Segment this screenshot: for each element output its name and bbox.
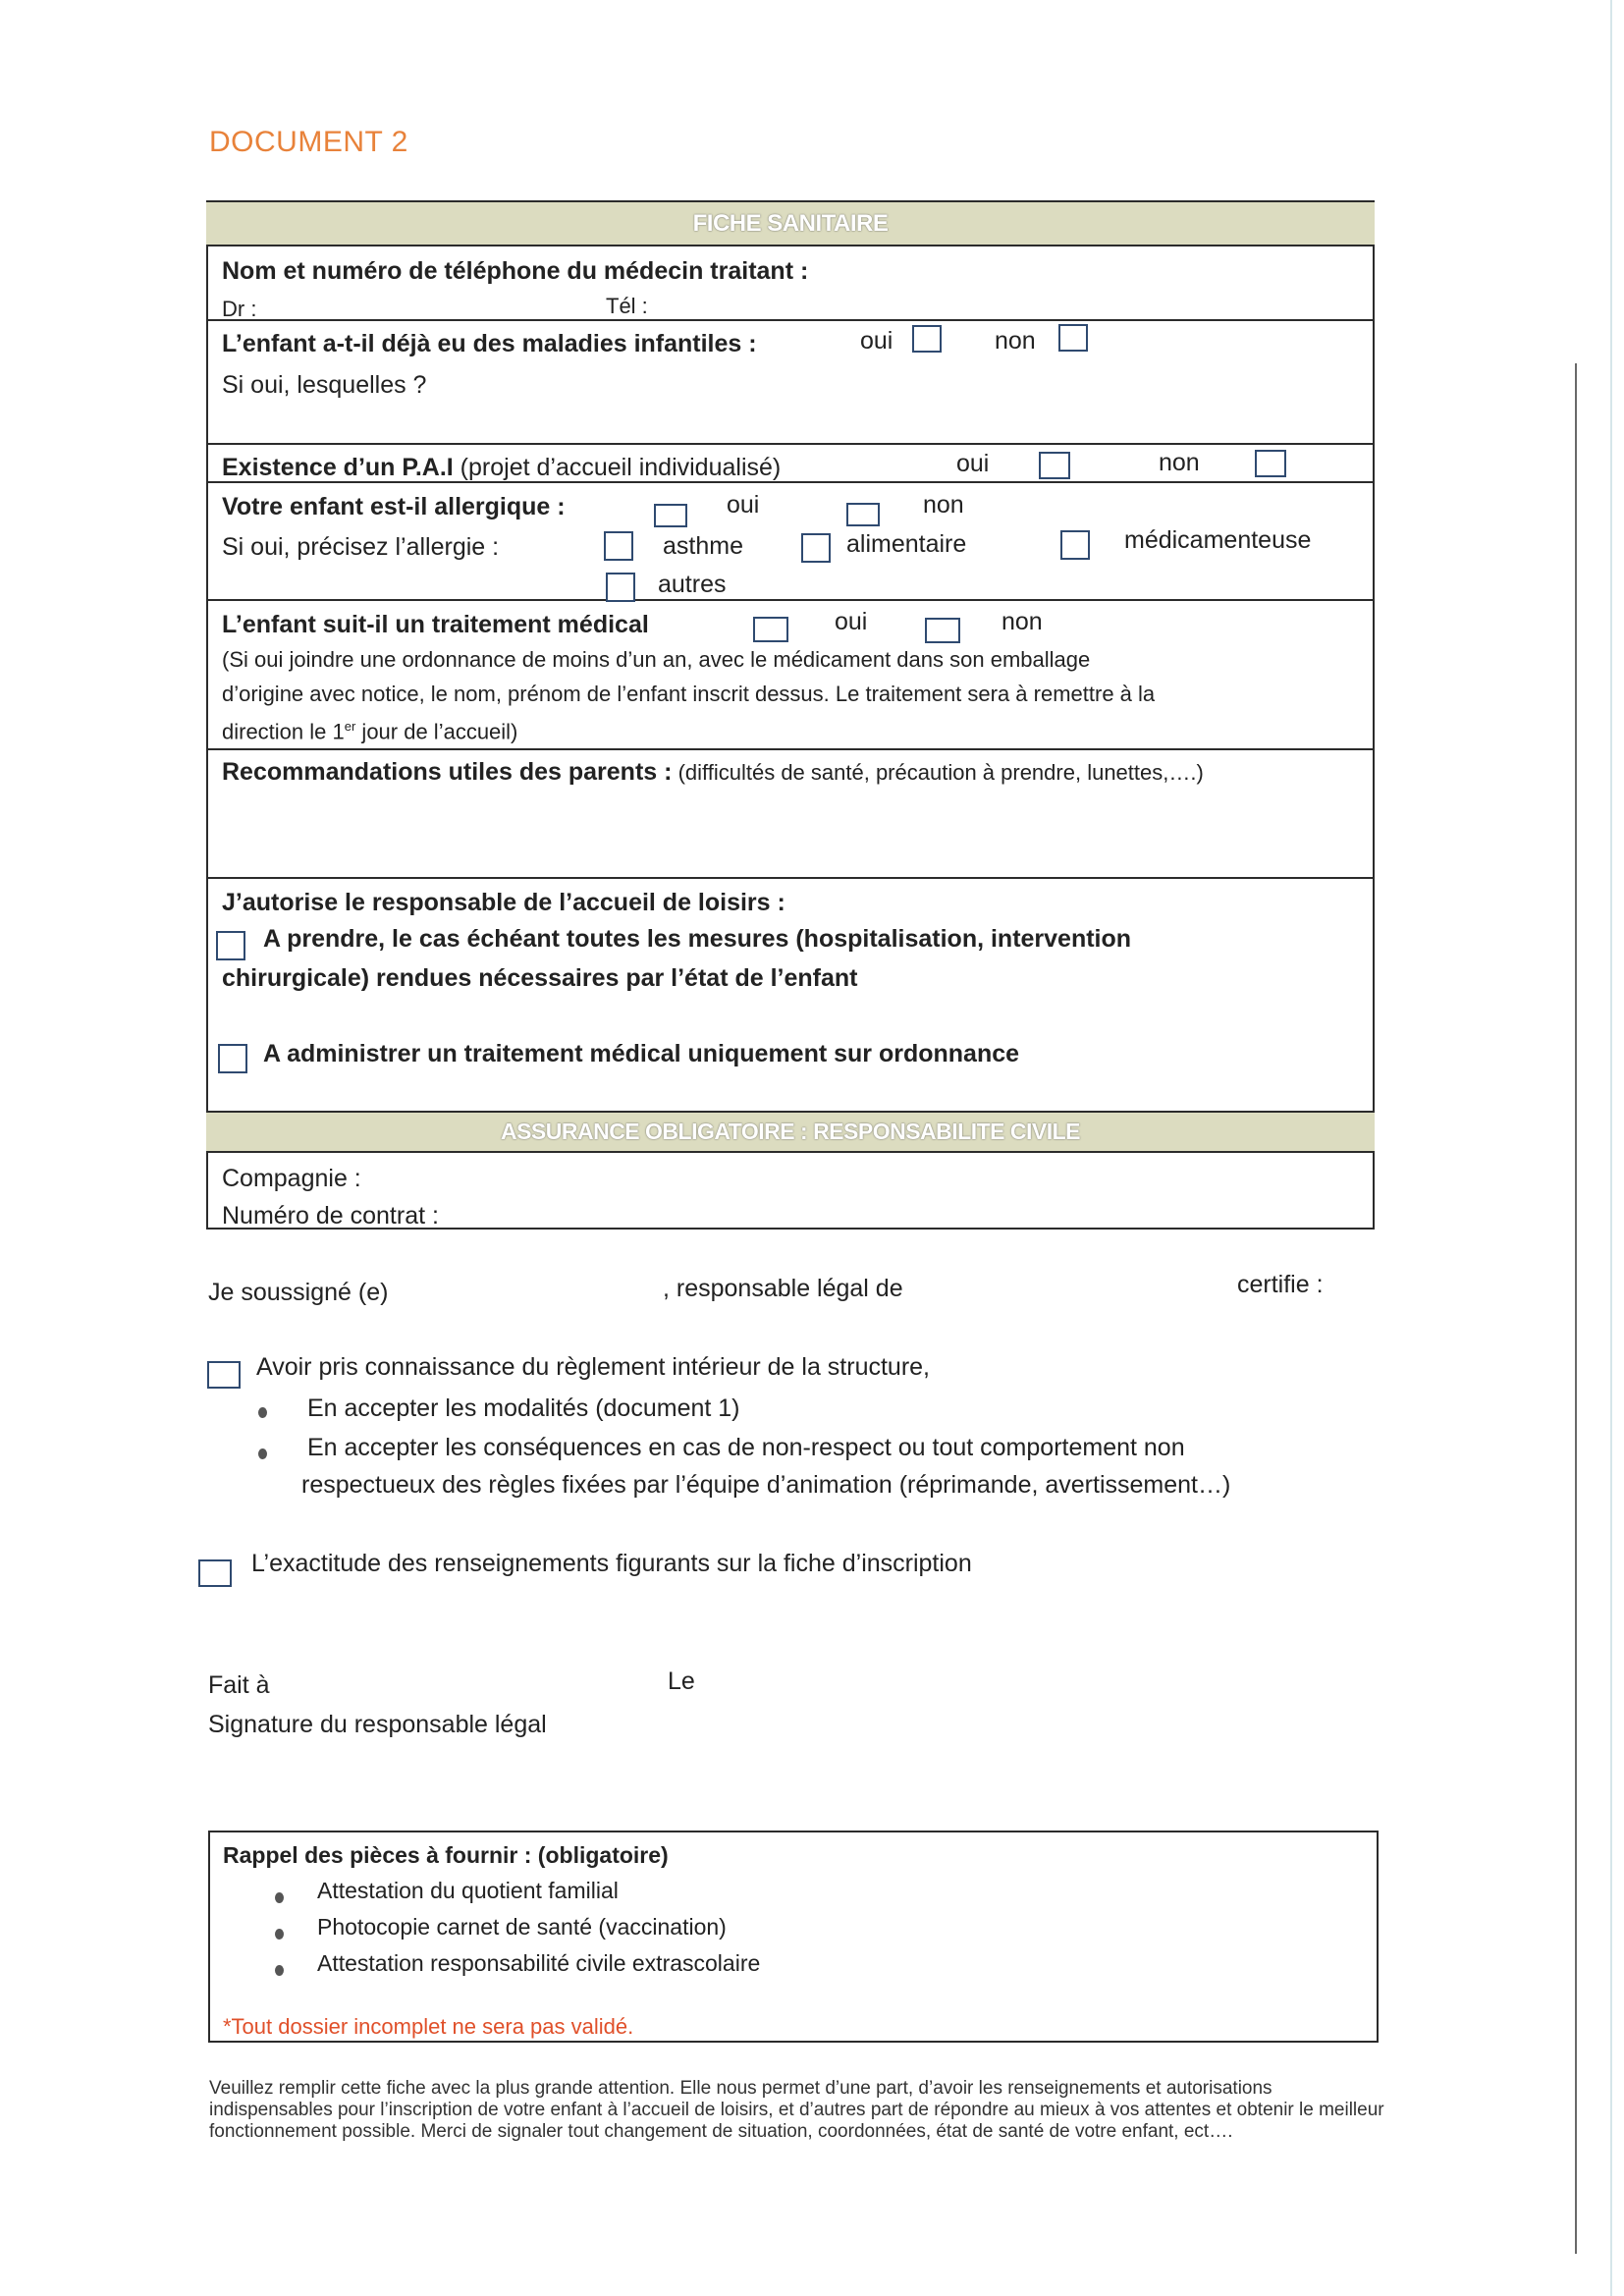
pai-label <box>222 454 781 482</box>
autorisation-mesures-line2: chirurgicale) rendues nécessaires par l’état de l’enfant <box>222 964 858 992</box>
traitement-note-line3 <box>222 719 517 744</box>
rappel-item: Attestation du quotient familial <box>317 1878 619 1903</box>
traitement-oui-checkbox[interactable] <box>753 617 788 642</box>
exactitude-label: L’exactitude des renseignements figurants sur la fiche d’inscription <box>251 1550 972 1577</box>
consequences-item: En accepter les conséquences en cas de non-respect ou tout comportement non <box>307 1434 1185 1461</box>
scan-edge-line <box>1610 0 1612 2296</box>
dr-field-label: Dr : <box>222 297 257 321</box>
pai-label-bold: Existence d’un P.A.I <box>222 454 454 481</box>
certifie-label: certifie : <box>1237 1271 1324 1298</box>
traitement-note-line3-a: direction le 1 <box>222 719 345 744</box>
fiche-sanitaire-title: FICHE SANITAIRE <box>692 210 889 237</box>
traitement-non-label: non <box>1001 608 1043 635</box>
reglement-label: Avoir pris connaissance du règlement intérieur de la structure, <box>256 1353 930 1381</box>
responsable-label: , responsable légal de <box>663 1275 903 1302</box>
pai-non-checkbox[interactable] <box>1255 450 1286 477</box>
bullet-icon <box>275 1965 284 1976</box>
pai-label-rest: (projet d’accueil individualisé) <box>453 454 782 481</box>
modalites-item: En accepter les modalités (document 1) <box>307 1394 740 1422</box>
dr-input[interactable] <box>265 295 589 320</box>
allergie-asthme-checkbox[interactable] <box>604 531 633 561</box>
rappel-item: Photocopie carnet de santé (vaccination) <box>317 1914 727 1940</box>
maladies-details-input[interactable] <box>222 403 1351 438</box>
allergie-medicamenteuse-checkbox[interactable] <box>1060 530 1090 560</box>
compagnie-label: Compagnie : <box>222 1165 361 1192</box>
bullet-icon <box>275 1892 284 1903</box>
allergie-medicamenteuse-label: médicamenteuse <box>1124 526 1312 554</box>
soussigne-name-input[interactable] <box>412 1275 658 1304</box>
row-divider <box>206 599 1375 601</box>
autorisation-mesures-checkbox[interactable] <box>216 931 245 960</box>
rappel-warning: *Tout dossier incomplet ne sera pas validé. <box>223 2014 634 2039</box>
pai-oui-label: oui <box>956 450 990 477</box>
maladies-non-label: non <box>995 327 1036 355</box>
maladies-oui-checkbox[interactable] <box>912 325 942 353</box>
assurance-header <box>206 1111 1375 1153</box>
traitement-note-line3-b: jour de l’accueil) <box>355 719 518 744</box>
consequences-item-cont: respectueux des règles fixées par l’équipe d’animation (réprimande, avertissement…) <box>301 1471 1231 1499</box>
autorisation-title: J’autorise le responsable de l’accueil de loisirs : <box>222 889 785 916</box>
allergie-oui-checkbox[interactable] <box>654 504 687 527</box>
allergie-precise-label: Si oui, précisez l’allergie : <box>222 533 500 561</box>
pai-non-label: non <box>1159 449 1200 476</box>
rappel-title: Rappel des pièces à fournir : (obligatoire) <box>223 1842 669 1868</box>
bullet-icon <box>258 1449 267 1459</box>
allergie-oui-label: oui <box>727 491 760 519</box>
signature-area[interactable] <box>208 1748 895 1817</box>
maladies-non-checkbox[interactable] <box>1058 324 1088 352</box>
medecin-label: Nom et numéro de téléphone du médecin traitant : <box>222 257 809 285</box>
scan-margin-line <box>1575 363 1577 2254</box>
bullet-icon <box>258 1407 267 1418</box>
date-input[interactable] <box>707 1666 1100 1695</box>
row-divider <box>206 443 1375 445</box>
traitement-note-line3-sup: er <box>344 719 356 734</box>
allergie-autres-label: autres <box>658 571 727 598</box>
allergie-autres-checkbox[interactable] <box>606 573 635 602</box>
allergie-alimentaire-checkbox[interactable] <box>801 533 831 563</box>
recommandations-label <box>222 758 1204 787</box>
pai-oui-checkbox[interactable] <box>1039 452 1070 479</box>
allergie-non-checkbox[interactable] <box>846 503 880 526</box>
bullet-icon <box>275 1929 284 1940</box>
rappel-item: Attestation responsabilité civile extrascolaire <box>317 1950 761 1976</box>
recommandations-label-bold: Recommandations utiles des parents : <box>222 758 673 786</box>
maladies-question: L’enfant a-t-il déjà eu des maladies infantiles : <box>222 330 757 357</box>
assurance-title: ASSURANCE OBLIGATOIRE : RESPONSABILITE CIVILE <box>500 1119 1081 1144</box>
maladies-oui-label: oui <box>860 327 893 355</box>
recommandations-input[interactable] <box>222 795 1351 870</box>
fiche-sanitaire-header <box>206 200 1375 246</box>
compagnie-input[interactable] <box>373 1163 1355 1190</box>
traitement-note-line2: d’origine avec notice, le nom, prénom de l’enfant inscrit dessus. Le traitement sera à remettre à la <box>222 682 1156 706</box>
row-divider <box>206 877 1375 879</box>
row-divider <box>206 748 1375 750</box>
tel-field-label: Tél : <box>606 294 648 318</box>
maladies-followup: Si oui, lesquelles ? <box>222 371 427 399</box>
reglement-checkbox[interactable] <box>207 1361 241 1389</box>
exactitude-checkbox[interactable] <box>198 1559 232 1587</box>
recommandations-label-rest: (difficultés de santé, précaution à prendre, lunettes,….) <box>672 760 1204 785</box>
allergie-asthme-label: asthme <box>663 532 743 560</box>
autorisation-mesures-line1: A prendre, le cas échéant toutes les mesures (hospitalisation, intervention <box>263 925 1132 953</box>
signature-label: Signature du responsable légal <box>208 1711 547 1738</box>
allergie-question: Votre enfant est-il allergique : <box>222 493 566 520</box>
traitement-non-checkbox[interactable] <box>925 618 960 643</box>
traitement-question: L’enfant suit-il un traitement médical <box>222 611 649 638</box>
footer-paragraph: Veuillez remplir cette fiche avec la plus grande attention. Elle nous permet d’une part, d’avoir les renseignements et autorisations indispensables pour l’inscription de votre enfant à l’accueil de loisirs, et d’autres part de répondre au mieux à vos attentes et obtenir le meilleur fonctionnement possible. Merci de signaler tout changement de situation, coordonnées, état de santé de votre enfant, ect…. <box>209 2078 1384 2142</box>
allergie-non-label: non <box>923 491 964 519</box>
contrat-input[interactable] <box>491 1200 1355 1226</box>
contrat-label: Numéro de contrat : <box>222 1202 439 1230</box>
fait-a-input[interactable] <box>295 1669 648 1699</box>
autorisation-traitement-checkbox[interactable] <box>218 1044 247 1073</box>
document-label: DOCUMENT 2 <box>209 126 408 158</box>
date-label: Le <box>668 1667 695 1695</box>
fait-a-label: Fait à <box>208 1671 270 1699</box>
tel-input[interactable] <box>658 292 1345 317</box>
traitement-note-line1: (Si oui joindre une ordonnance de moins d’un an, avec le médicament dans son emballage <box>222 647 1091 672</box>
autorisation-traitement-label: A administrer un traitement médical uniquement sur ordonnance <box>263 1040 1020 1067</box>
allergie-alimentaire-label: alimentaire <box>846 530 967 558</box>
enfant-name-input[interactable] <box>943 1273 1227 1302</box>
traitement-oui-label: oui <box>835 608 868 635</box>
soussigne-label: Je soussigné (e) <box>208 1279 389 1306</box>
